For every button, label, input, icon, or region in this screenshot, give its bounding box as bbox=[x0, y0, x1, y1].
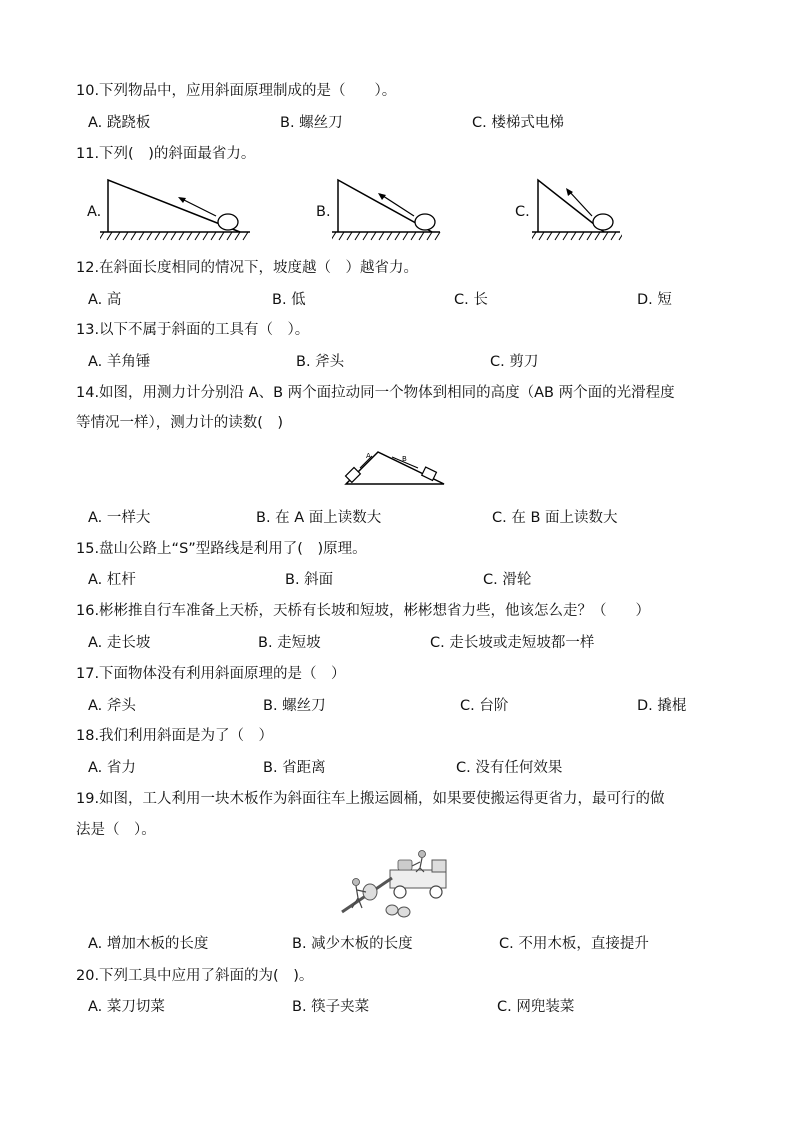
q11-incline-figure-c bbox=[532, 176, 622, 242]
q14-label-a: A bbox=[366, 452, 371, 460]
q19-worker-truck-figure bbox=[336, 848, 452, 920]
q16-option-b[interactable]: B. 走短坡 bbox=[258, 635, 321, 651]
q11-figure-label-c[interactable]: C. bbox=[515, 204, 530, 220]
q12-option-c[interactable]: C. 长 bbox=[454, 292, 488, 308]
question-10-stem: 10.下列物品中，应用斜面原理制成的是（ ）。 bbox=[76, 83, 397, 99]
q10-option-b[interactable]: B. 螺丝刀 bbox=[280, 115, 343, 131]
q17-option-c[interactable]: C. 台阶 bbox=[460, 698, 509, 714]
q12-option-d[interactable]: D. 短 bbox=[637, 292, 672, 308]
question-19-stem-continued: 法是（ ）。 bbox=[76, 822, 156, 838]
q13-option-c[interactable]: C. 剪刀 bbox=[490, 354, 539, 370]
q14-double-incline-figure bbox=[344, 448, 448, 488]
q11-incline-figure-b bbox=[332, 176, 442, 242]
question-11-stem: 11.下列( )的斜面最省力。 bbox=[76, 146, 256, 162]
q20-option-b[interactable]: B. 筷子夹菜 bbox=[292, 999, 370, 1015]
q17-option-d[interactable]: D. 撬棍 bbox=[637, 698, 687, 714]
q13-option-b[interactable]: B. 斧头 bbox=[296, 354, 345, 370]
q17-option-b[interactable]: B. 螺丝刀 bbox=[263, 698, 326, 714]
question-17-stem: 17.下面物体没有利用斜面原理的是（ ） bbox=[76, 666, 346, 682]
q15-option-a[interactable]: A. 杠杆 bbox=[88, 572, 136, 588]
q14-option-c[interactable]: C. 在 B 面上读数大 bbox=[492, 510, 618, 526]
q18-option-a[interactable]: A. 省力 bbox=[88, 760, 136, 776]
q14-option-b[interactable]: B. 在 A 面上读数大 bbox=[256, 510, 382, 526]
q18-option-b[interactable]: B. 省距离 bbox=[263, 760, 326, 776]
q11-incline-figure-a bbox=[100, 176, 250, 242]
q12-option-a[interactable]: A. 高 bbox=[88, 292, 122, 308]
question-15-stem: 15.盘山公路上“S”型路线是利用了( )原理。 bbox=[76, 541, 367, 557]
q19-option-c[interactable]: C. 不用木板，直接提升 bbox=[499, 936, 649, 952]
question-14-stem: 14.如图，用测力计分别沿 A、B 两个面拉动同一个物体到相同的高度（AB 两个面的光滑程度 bbox=[76, 385, 675, 401]
q14-label-b: B bbox=[402, 455, 407, 463]
q10-option-c[interactable]: C. 楼梯式电梯 bbox=[472, 115, 564, 131]
q20-option-c[interactable]: C. 网兜装菜 bbox=[497, 999, 575, 1015]
q18-option-c[interactable]: C. 没有任何效果 bbox=[456, 760, 563, 776]
question-13-stem: 13.以下不属于斜面的工具有（ ）。 bbox=[76, 322, 310, 338]
q12-option-b[interactable]: B. 低 bbox=[272, 292, 306, 308]
q13-option-a[interactable]: A. 羊角锤 bbox=[88, 354, 151, 370]
q20-option-a[interactable]: A. 菜刀切菜 bbox=[88, 999, 165, 1015]
q19-option-b[interactable]: B. 减少木板的长度 bbox=[292, 936, 413, 952]
question-19-stem: 19.如图，工人利用一块木板作为斜面往车上搬运圆桶，如果要使搬运得更省力，最可行的做 bbox=[76, 791, 665, 807]
question-18-stem: 18.我们利用斜面是为了（ ） bbox=[76, 728, 274, 744]
q15-option-b[interactable]: B. 斜面 bbox=[285, 572, 334, 588]
q15-option-c[interactable]: C. 滑轮 bbox=[483, 572, 532, 588]
question-12-stem: 12.在斜面长度相同的情况下，坡度越（ ）越省力。 bbox=[76, 260, 419, 276]
q14-option-a[interactable]: A. 一样大 bbox=[88, 510, 151, 526]
question-16-stem: 16.彬彬推自行车准备上天桥，天桥有长坡和短坡，彬彬想省力些，他该怎么走？（ ） bbox=[76, 603, 651, 619]
q16-option-a[interactable]: A. 走长坡 bbox=[88, 635, 151, 651]
question-20-stem: 20.下列工具中应用了斜面的为( )。 bbox=[76, 968, 314, 984]
q16-option-c[interactable]: C. 走长坡或走短坡都一样 bbox=[430, 635, 595, 651]
q10-option-a[interactable]: A. 跷跷板 bbox=[88, 115, 151, 131]
q17-option-a[interactable]: A. 斧头 bbox=[88, 698, 136, 714]
q11-figure-label-b[interactable]: B. bbox=[316, 204, 331, 220]
question-14-stem-continued: 等情况一样），测力计的读数( ) bbox=[76, 415, 284, 431]
q11-figure-label-a[interactable]: A. bbox=[87, 204, 102, 220]
q19-option-a[interactable]: A. 增加木板的长度 bbox=[88, 936, 209, 952]
